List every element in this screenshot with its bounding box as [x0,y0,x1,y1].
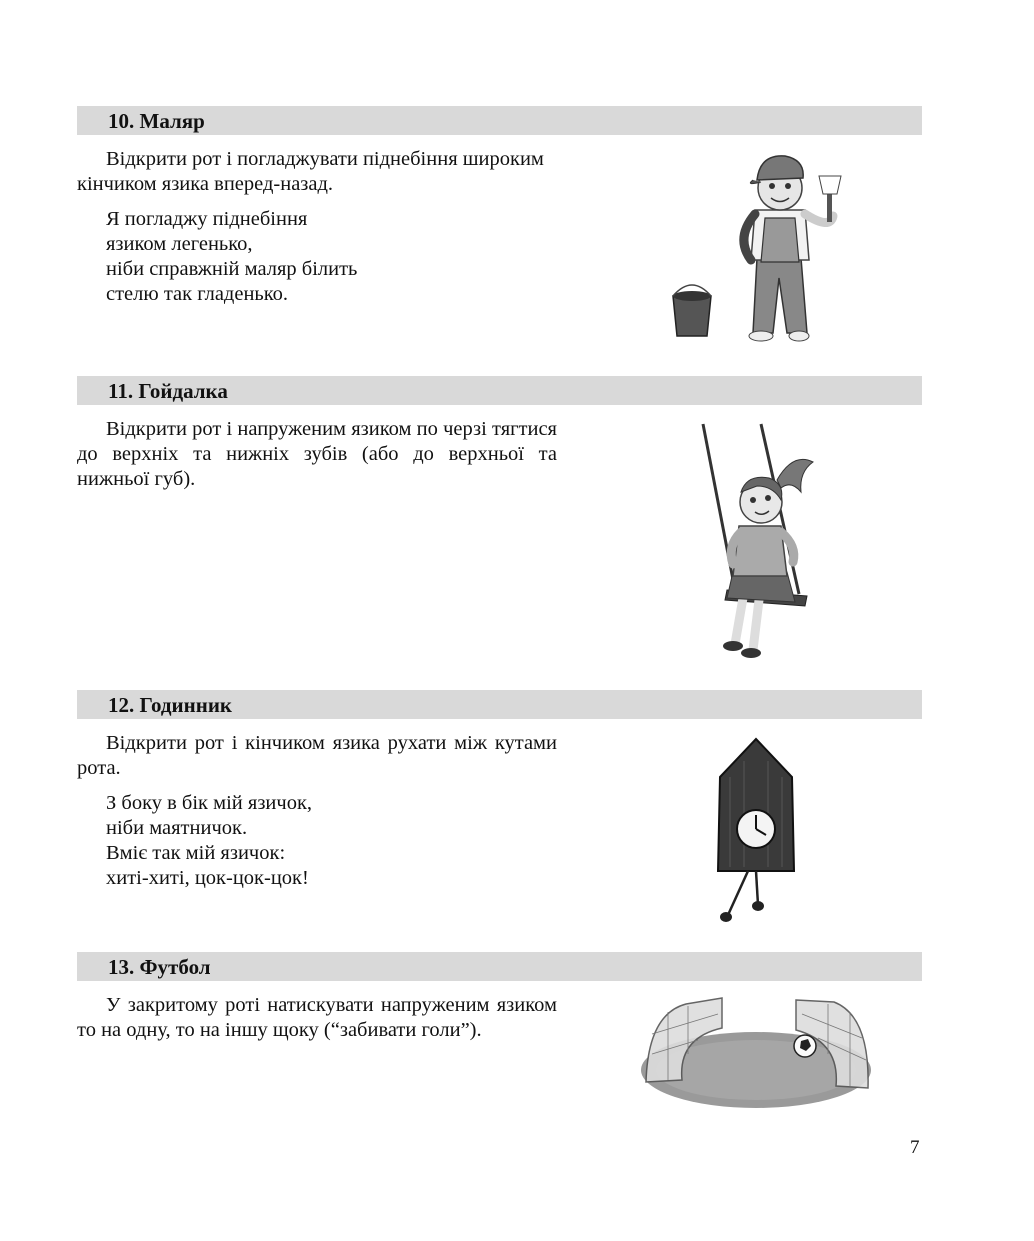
poem-line: Вміє так мій язичок: [106,842,286,864]
exercise-13-title: 13. Футбол [108,955,211,979]
poem-line: хиті-хиті, цок-цок-цок! [106,867,309,889]
exercise-10-instruction: Відкрити рот і погладжувати піднебіння широким кінчиком язика вперед-назад. [77,148,544,195]
girl-on-swing-illustration [695,422,820,662]
cuckoo-clock-illustration [714,737,798,927]
exercise-11-header [77,376,922,405]
exercise-13-header [77,952,922,981]
exercise-12-instruction: Відкрити рот і кінчиком язика рухати між кутами рота. [77,732,557,779]
football-field-illustration [638,994,873,1112]
page-number: 7 [910,1137,920,1158]
exercise-12-body [77,731,557,891]
exercise-11-title: 11. Гойдалка [108,379,228,403]
poem-line: З боку в бік мій язичок, [106,792,313,814]
exercise-12-header [77,690,922,719]
exercise-10-poem [77,207,557,307]
exercise-10-header [77,106,922,135]
exercise-10-body [77,147,557,307]
exercise-11-body [77,417,557,492]
exercise-10-title: 10. Маляр [108,109,205,133]
exercise-12-poem [77,791,557,891]
poem-line: ніби справжній маляр білить [106,258,358,280]
exercise-11-instruction: Відкрити рот і напруженим язиком по черзі тягтися до верхніх та нижніх зубів (або до верхньої та нижньої губ). [77,418,557,490]
exercise-12-title: 12. Годинник [108,693,233,717]
exercise-13-instruction: У закритому роті натискувати напруженим язиком то на одну, то на іншу щоку (“забивати голи”). [77,994,557,1041]
exercise-13-body [77,993,557,1043]
poem-line: ніби маятничок. [106,817,248,839]
boy-painter-illustration [665,148,850,348]
poem-line: Я погладжу піднебіння [106,208,308,230]
poem-line: стелю так гладенько. [106,283,289,305]
poem-line: язиком легенько, [106,233,253,255]
